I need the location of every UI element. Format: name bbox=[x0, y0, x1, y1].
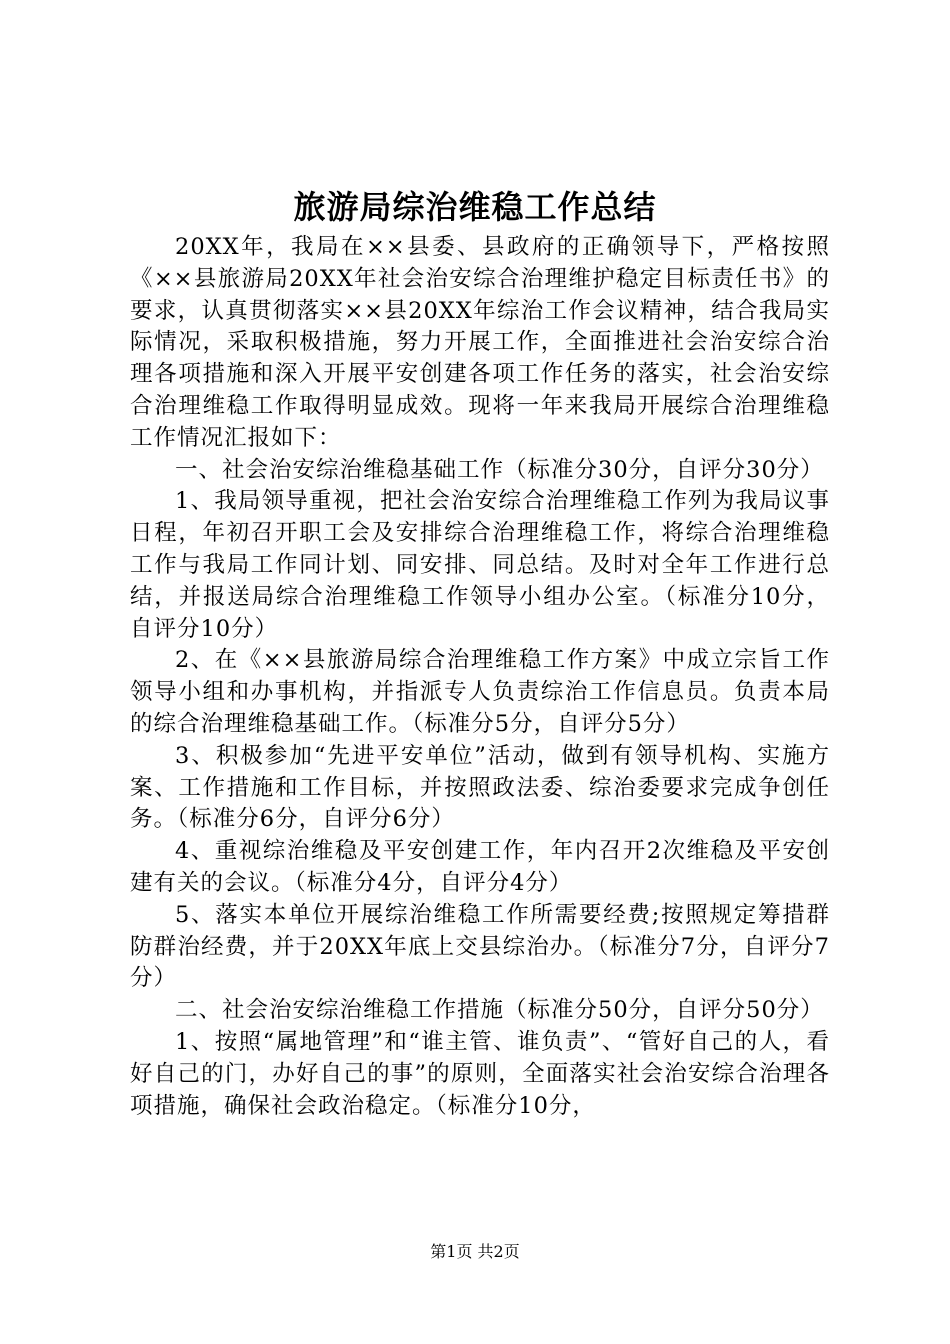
document-body bbox=[130, 232, 830, 1122]
paragraph-item-1-1: 1、我局领导重视，把社会治安综合治理维稳工作列为我局议事日程，年初召开职工会及安排综合治理维稳工作，将综合治理维稳工作与我局工作同计划、同安排、同总结。及时对全年工作进行总结，并报送局综合治理维稳工作领导小组办公室。（标准分10分，自评分10分） bbox=[130, 488, 830, 642]
paragraph-item-1-2: 2、在《××县旅游局综合治理维稳工作方案》中成立宗旨工作领导小组和办事机构，并指派专人负责综治工作信息员。负责本局的综合治理维稳基础工作。（标准分5分，自评分5分） bbox=[130, 647, 830, 737]
paragraph-section-2-heading: 二、社会治安综治维稳工作措施（标准分50分，自评分50分） bbox=[175, 997, 824, 1024]
page-number-footer: 第1页 共2页 bbox=[430, 1242, 520, 1261]
paragraph-item-1-5: 5、落实本单位开展综治维稳工作所需要经费;按照规定筹措群防群治经费，并于20XX年底上交县综治办。（标准分7分，自评分7分） bbox=[130, 901, 830, 992]
document-title: 旅游局综治维稳工作总结 bbox=[293, 188, 657, 226]
paragraph-section-1-heading: 一、社会治安综治维稳基础工作（标准分30分，自评分30分） bbox=[175, 456, 824, 483]
paragraph-item-1-4: 4、重视综治维稳及平安创建工作，年内召开2次维稳及平安创建有关的会议。（标准分4分，自评分4分） bbox=[130, 838, 830, 896]
paragraph-intro: 20XX年，我局在××县委、县政府的正确领导下，严格按照《××县旅游局20XX年社会治安综合治理维护稳定目标责任书》的要求，认真贯彻落实××县20XX年综治工作会议精神，结合我局实际情况，采取积极措施，努力开展工作，全面推进社会治安综合治理各项措施和深入开展平安创建各项工作任务的落实，社会治安综合治理维稳工作取得明显成效。现将一年来我局开展综合治理维稳工作情况汇报如下： bbox=[130, 234, 830, 451]
paragraph-item-2-1: 1、按照“属地管理”和“谁主管、谁负责”、“管好自己的人，看好自己的门，办好自己的事”的原则，全面落实社会治安综合治理各项措施，确保社会政治稳定。（标准分10分， bbox=[130, 1028, 830, 1119]
paragraph-item-1-3: 3、积极参加“先进平安单位”活动，做到有领导机构、实施方案、工作措施和工作目标，并按照政法委、综治委要求完成争创任务。（标准分6分，自评分6分） bbox=[130, 742, 830, 833]
